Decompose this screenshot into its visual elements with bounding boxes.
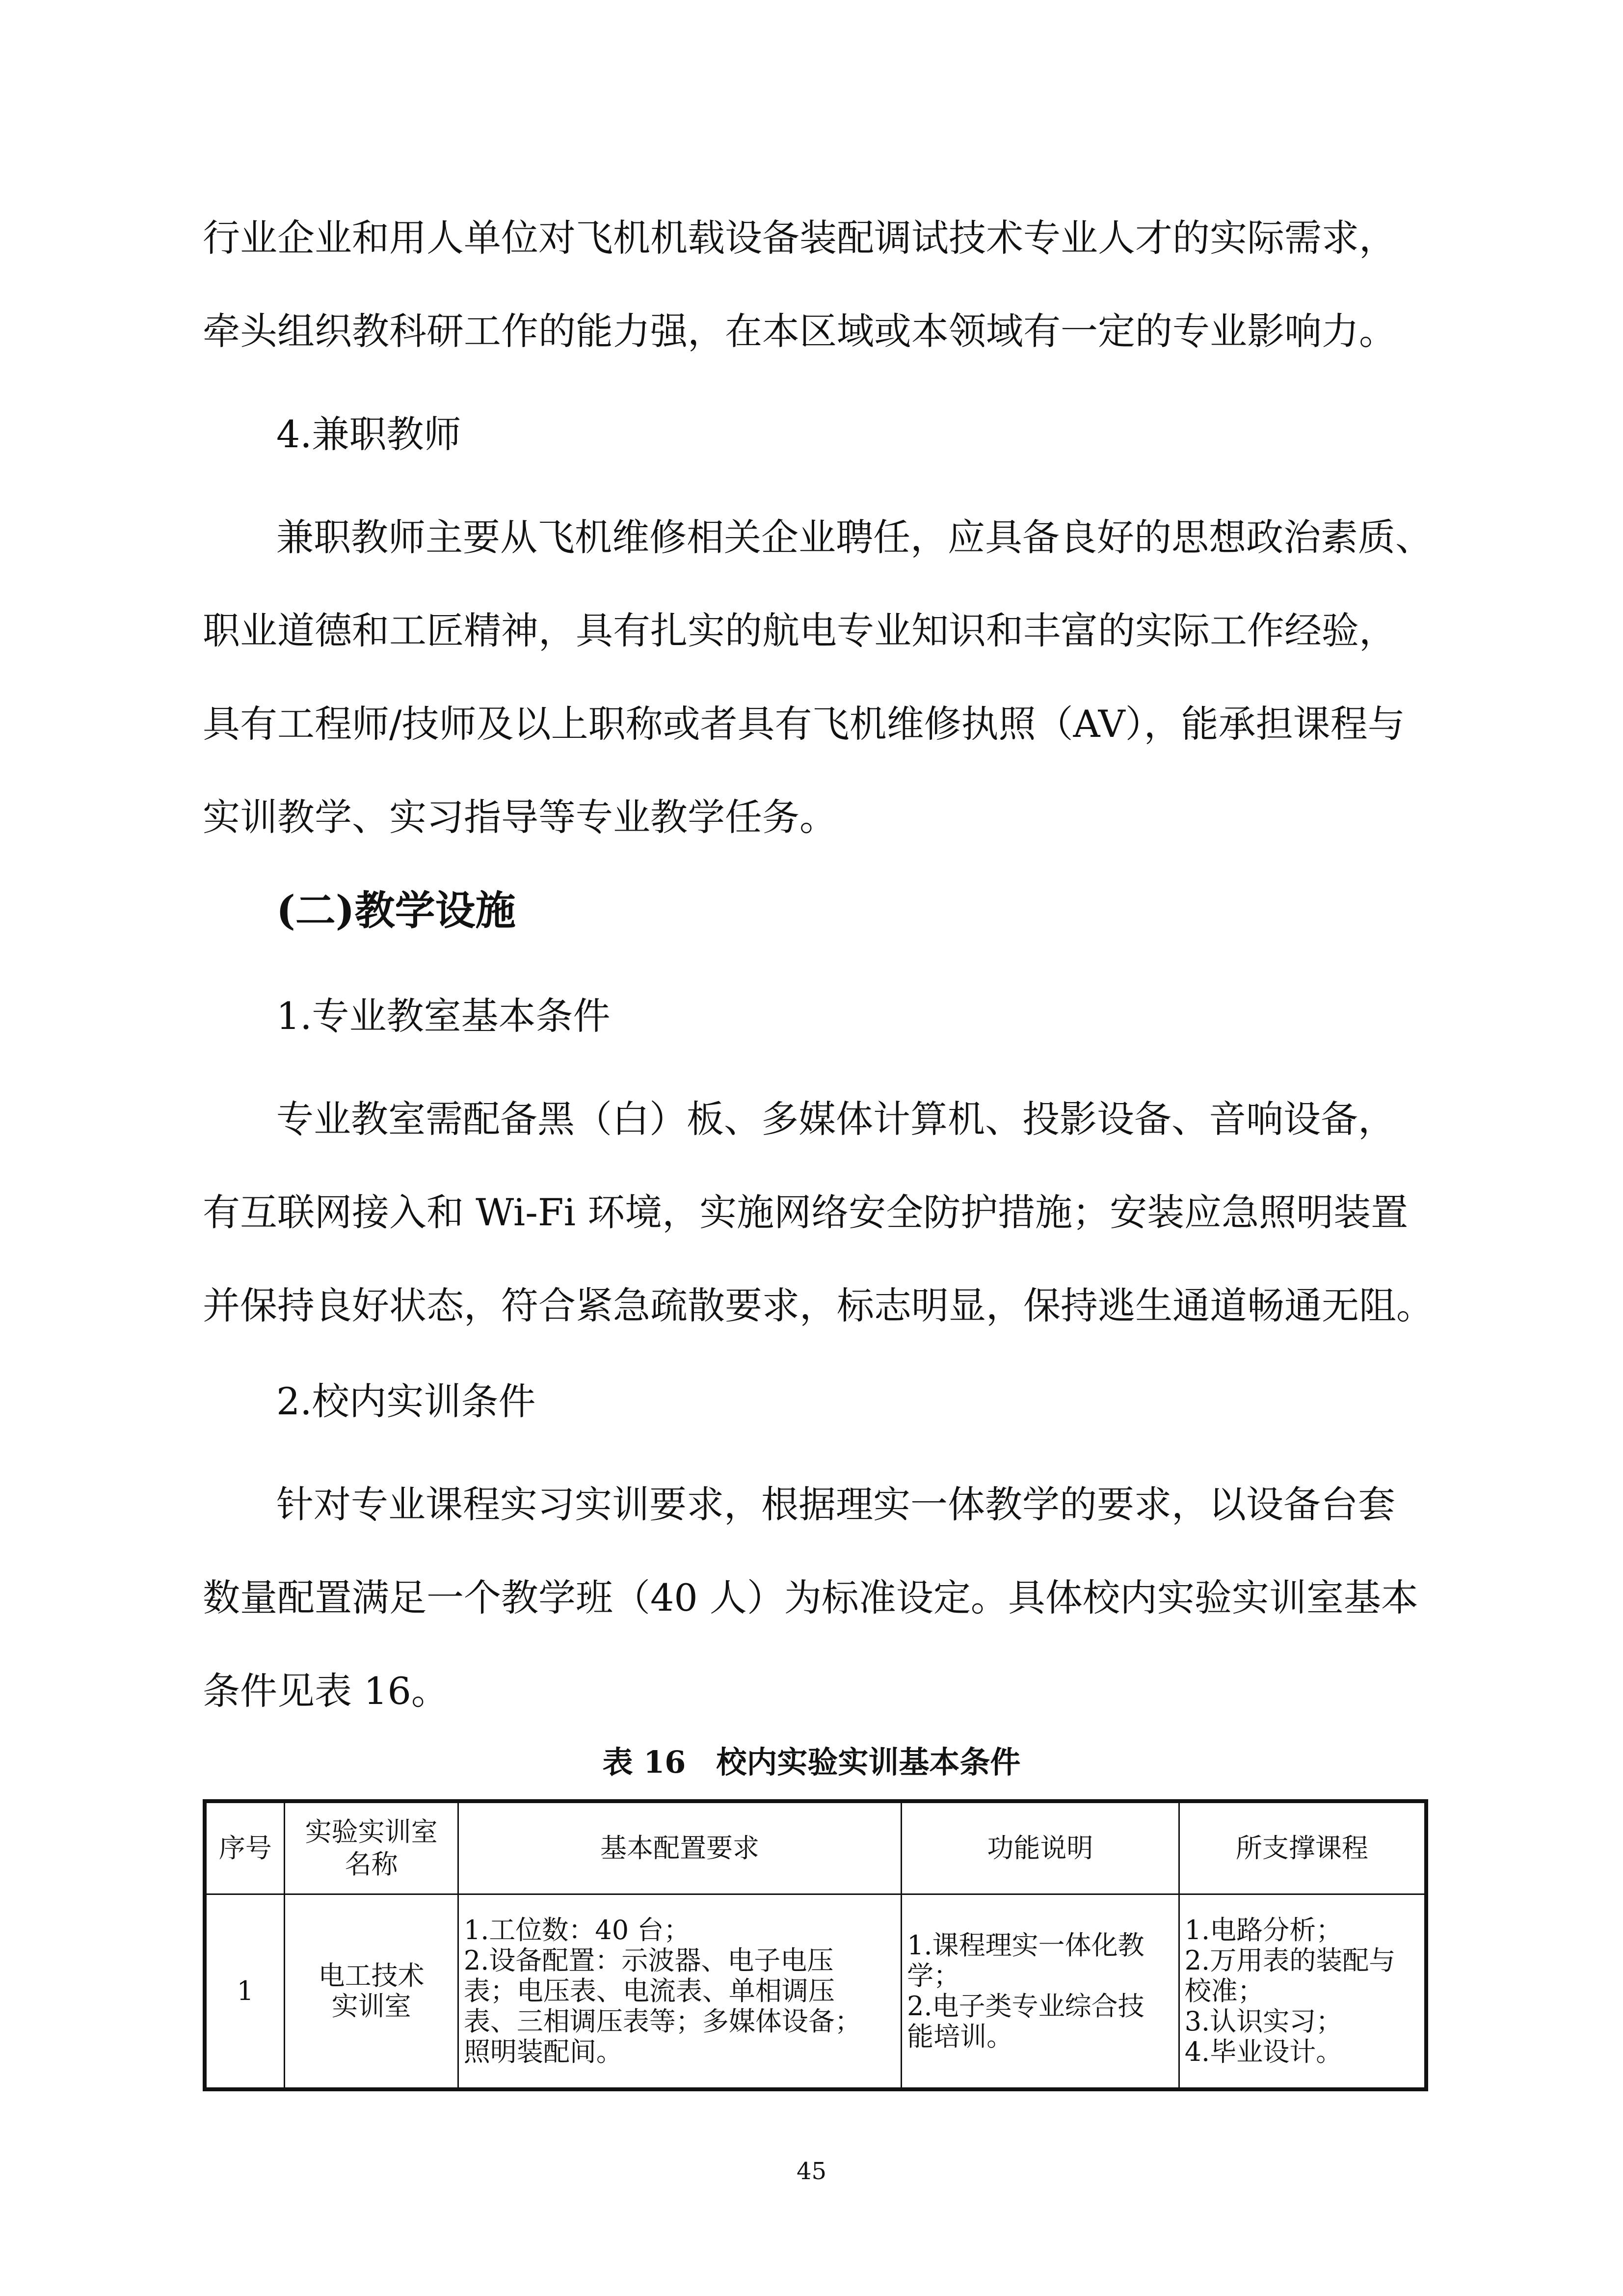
- paragraph-parttime-teachers: [203, 491, 1435, 864]
- paragraph-training: [203, 1458, 1435, 1738]
- header-courses: 所支撑课程: [1179, 1801, 1426, 1894]
- cell-config: [458, 1894, 901, 2090]
- cell-text: 表、三相调压表等；多媒体设备；: [463, 2006, 861, 2037]
- cell-text: 学；: [907, 1960, 960, 1991]
- cell-text: 照明装配间。: [463, 2036, 623, 2067]
- subheading-text: 4.兼职教师: [276, 412, 461, 456]
- header-room-name: [285, 1801, 458, 1894]
- paragraph-teacher-requirements: [203, 191, 1435, 378]
- text-line: 条件见表 16。: [203, 1669, 449, 1713]
- cell-function: [902, 1894, 1179, 2090]
- text-line: 数量配置满足一个教学班（40 人）为标准设定。具体校内实验实训室基本: [203, 1576, 1418, 1620]
- paragraph-classroom: [203, 1073, 1435, 1352]
- cell-text: 能培训。: [907, 2021, 1013, 2052]
- training-conditions-table: [203, 1799, 1428, 2091]
- header-config: 基本配置要求: [458, 1801, 901, 1894]
- subheading-training: [203, 1355, 1435, 1448]
- text-line: 具有工程师/技师及以上职称或者具有飞机维修执照（AV），能承担课程与: [203, 702, 1405, 746]
- text-line: 兼职教师主要从飞机维修相关企业聘任，应具备良好的思想政治素质、: [276, 515, 1433, 559]
- cell-text: 校准；: [1184, 1975, 1264, 2006]
- cell-text: 1.工位数：40 台；: [463, 1915, 691, 1945]
- header-text: 实验实训室: [305, 1816, 438, 1847]
- cell-text: 3.认识实习；: [1184, 2006, 1343, 2037]
- cell-text: 4.毕业设计。: [1184, 2036, 1343, 2067]
- header-function: 功能说明: [902, 1801, 1179, 1894]
- cell-courses: [1179, 1894, 1426, 2090]
- cell-text: 表；电压表、电流表、单相调压: [463, 1975, 835, 2006]
- text-line: 专业教室需配备黑（白）板、多媒体计算机、投影设备、音响设备，: [276, 1097, 1395, 1141]
- cell-text: 1.电路分析；: [1184, 1915, 1343, 1945]
- text-line: 职业道德和工匠精神，具有扎实的航电专业知识和丰富的实际工作经验，: [203, 609, 1396, 652]
- cell-text: 2.电子类专业综合技: [907, 1991, 1144, 2022]
- cell-no: 1: [205, 1894, 285, 2090]
- page-number: 45: [796, 2158, 827, 2185]
- text-line: 有互联网接入和 Wi-Fi 环境，实施网络安全防护措施；安装应急照明装置: [203, 1190, 1409, 1234]
- section-title-teaching-facilities: (二)教学设施: [276, 887, 516, 934]
- text-line: 行业企业和用人单位对飞机机载设备装配调试技术专业人才的实际需求，: [203, 216, 1396, 260]
- cell-text: 1.课程理实一体化教: [907, 1930, 1144, 1961]
- subheading-text: 2.校内实训条件: [276, 1379, 536, 1423]
- table-header-row: [205, 1801, 1426, 1894]
- text-line: 实训教学、实习指导等专业教学任务。: [203, 795, 837, 839]
- table-row: [205, 1894, 1426, 2090]
- table-caption: 表 16 校内实验实训基本条件: [602, 1744, 1021, 1780]
- text-line: 牵头组织教科研工作的能力强，在本区域或本领域有一定的专业影响力。: [203, 309, 1396, 353]
- subheading-text: 1.专业教室基本条件: [276, 994, 611, 1038]
- text-line: 针对专业课程实习实训要求，根据理实一体教学的要求，以设备台套: [276, 1483, 1395, 1526]
- cell-text: 实训室: [331, 1991, 411, 2022]
- text-line: 并保持良好状态，符合紧急疏散要求，标志明显，保持逃生通道畅通无阻。: [203, 1284, 1434, 1327]
- cell-text: 2.设备配置：示波器、电子电压: [463, 1945, 834, 1976]
- header-no: 序号: [205, 1801, 285, 1894]
- cell-room-name: [285, 1894, 458, 2090]
- cell-text: 电工技术: [318, 1960, 425, 1991]
- header-text: 名称: [345, 1849, 398, 1880]
- subheading-parttime-teachers: [203, 388, 1435, 481]
- cell-text: 2.万用表的装配与: [1184, 1945, 1396, 1976]
- subheading-classroom: [203, 970, 1435, 1063]
